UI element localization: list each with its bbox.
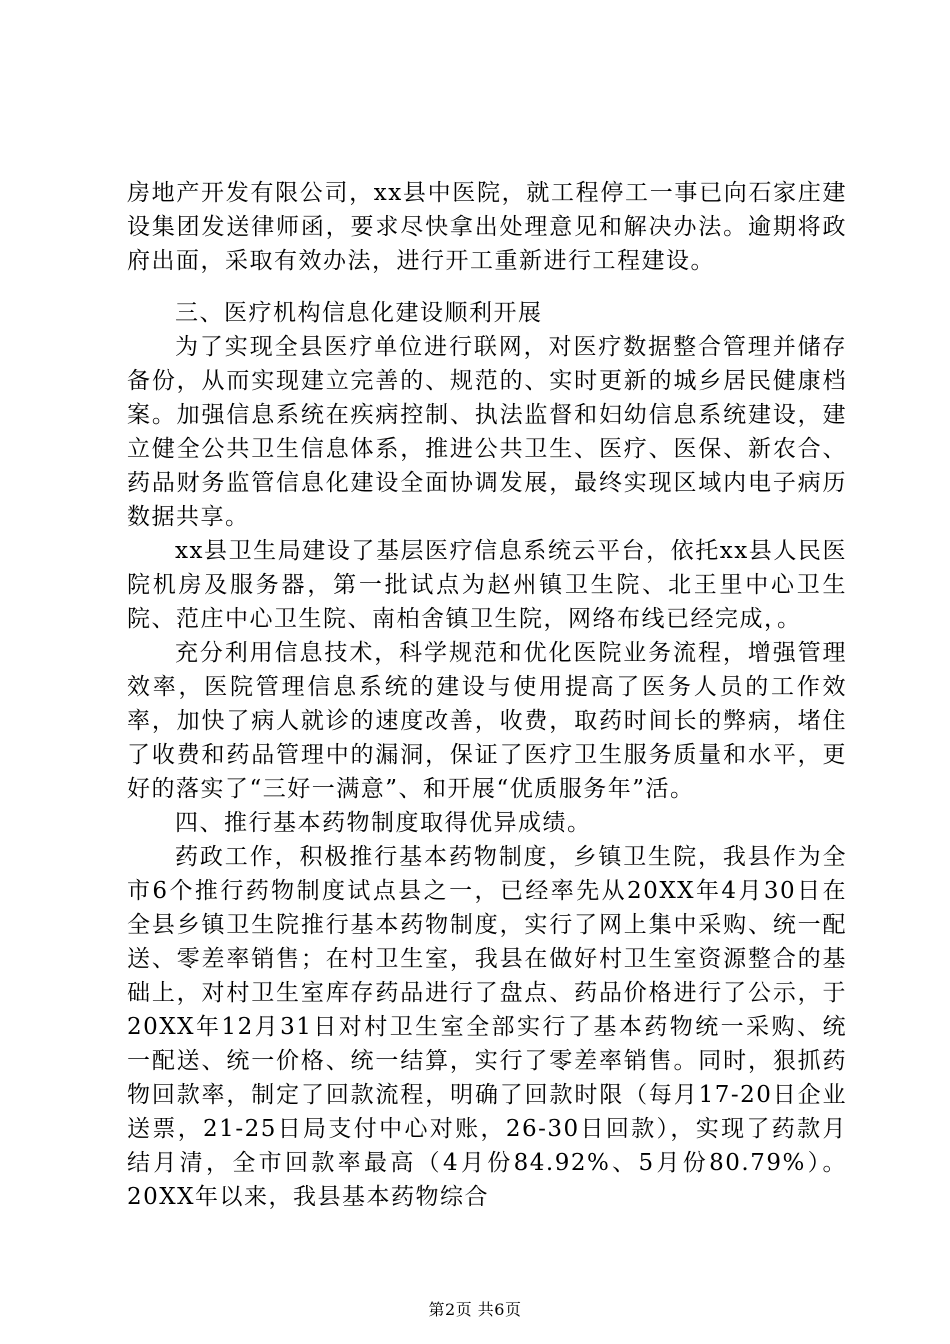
paragraph-it-networking: 为了实现全县医疗单位进行联网，对医疗数据整合管理并储存备份，从而实现建立完善的、规范的、实时更新的城乡居民健康档案。加强信息系统在疾病控制、执法监督和妇幼信息系统建设，建立健全公共卫生信息体系，推进公共卫生、医疗、医保、新农合、药品财务监管信息化建设全面协调发展，最终实现区域内电子病历数据共享。 bbox=[127, 334, 847, 530]
paragraph-continuation: 房地产开发有限公司，xx县中医院，就工程停工一事已向石家庄建设集团发送律师函，要求尽快拿出处理意见和解决办法。逾期将政府出面，采取有效办法，进行开工重新进行工程建设。 bbox=[127, 180, 847, 274]
paragraph-essential-drugs: 药政工作，积极推行基本药物制度，乡镇卫生院，我县作为全市6个推行药物制度试点县之一，已经率先从20XX年4月30日在全县乡镇卫生院推行基本药物制度，实行了网上集中采购、统一配送、零差率销售；在村卫生室，我县在做好村卫生室资源整合的基础上，对村卫生室库存药品进行了盘点、药品价格进行了公示，于20XX年12月31日对村卫生室全部实行了基本药物统一采购、统一配送、统一价格、统一结算，实行了零差率销售。同时，狠抓药物回款率，制定了回款流程，明确了回款时限（每月17-20日企业送票，21-25日局支付中心对账，26-30日回款），实现了药款月结月清，全市回款率最高（4月份84.92%、5月份80.79%）。20XX年以来，我县基本药物综合 bbox=[127, 844, 847, 1210]
paragraph-hospital-management: 充分利用信息技术，科学规范和优化医院业务流程，增强管理效率，医院管理信息系统的建设与使用提高了医务人员的工作效率，加快了病人就诊的速度改善，收费，取药时间长的弊病，堵住了收费和药品管理中的漏洞，保证了医疗卫生服务质量和水平，更好的落实了“三好一满意”、和开展“优质服务年”活。 bbox=[127, 640, 847, 802]
paragraph-cloud-platform: xx县卫生局建设了基层医疗信息系统云平台，依托xx县人民医院机房及服务器，第一批试点为赵州镇卫生院、北王里中心卫生院、范庄中心卫生院、南柏舍镇卫生院，网络布线已经完成，。 bbox=[127, 538, 847, 632]
page-number-footer: 第2页 共6页 bbox=[428, 1300, 522, 1319]
section-heading-3: 三、医疗机构信息化建设顺利开展 bbox=[175, 300, 543, 326]
document-body bbox=[127, 176, 847, 1214]
section-heading-4: 四、推行基本药物制度取得优异成绩。 bbox=[175, 810, 592, 836]
